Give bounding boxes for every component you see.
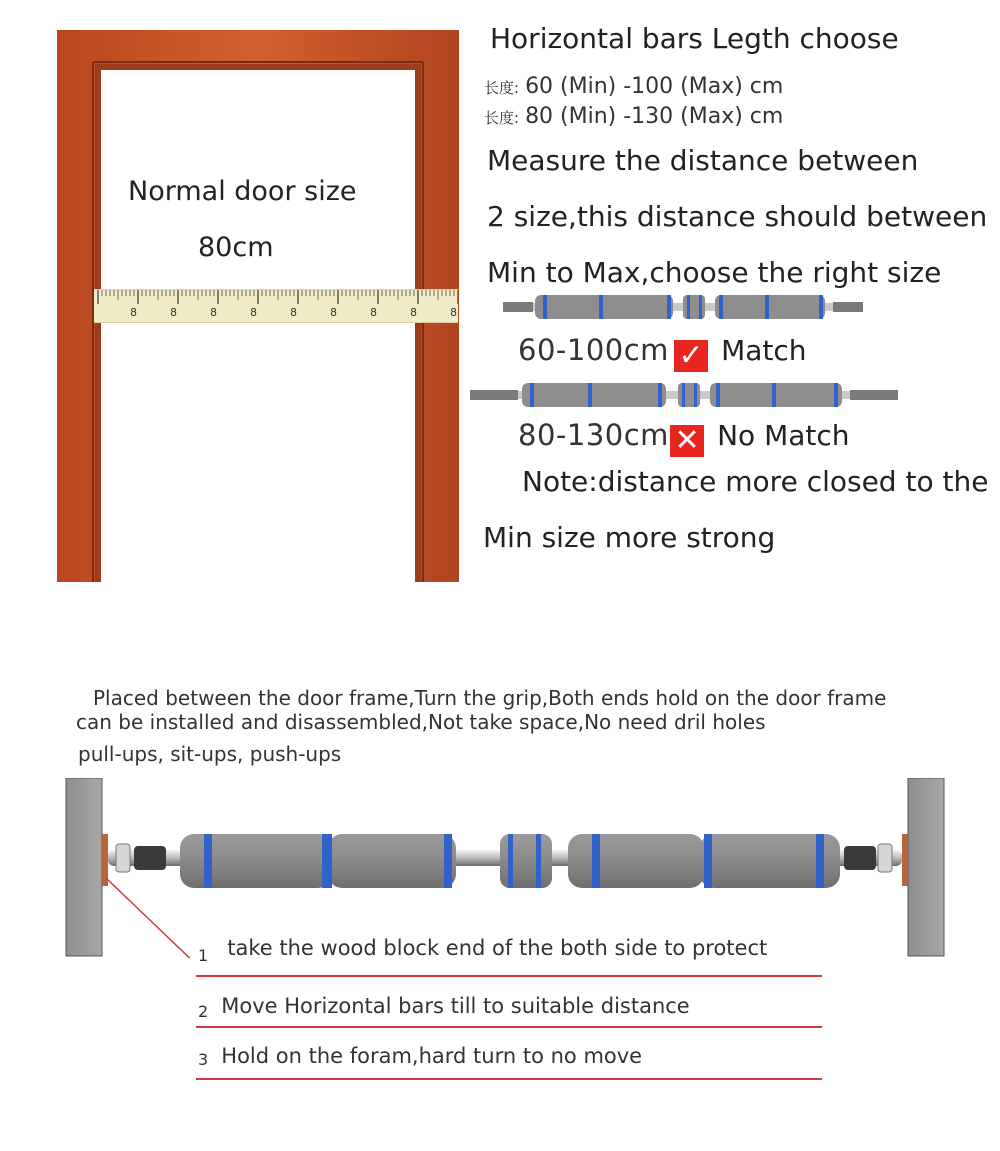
check-icon: ✓ [674, 340, 708, 372]
step-number: 2 [198, 1002, 209, 1021]
spec-text: 80 (Min) -130 (Max) cm [525, 104, 784, 129]
measure-line-2: 2 size,this distance should between [487, 200, 988, 233]
step-3-underline [196, 1078, 822, 1080]
spec-text: 60 (Min) -100 (Max) cm [525, 74, 784, 99]
note-line-1: Note:distance more closed to the [522, 465, 989, 498]
option-nomatch-row [518, 418, 850, 457]
option-match-row [518, 333, 807, 372]
tape-number: 8 [250, 306, 257, 319]
length-title: Horizontal bars Legth choose [490, 22, 899, 55]
step-text: Hold on the foram,hard turn to no move [221, 1044, 643, 1068]
tape-number: 8 [290, 306, 297, 319]
tape-measure [94, 289, 458, 323]
option-range: 60-100cm [518, 333, 669, 367]
tape-ticks [94, 290, 458, 322]
option-result: No Match [717, 419, 850, 452]
spec-line-1 [484, 74, 783, 99]
step-text: Move Horizontal bars till to suitable distance [221, 994, 690, 1018]
step-1 [198, 936, 768, 965]
step-2-underline [196, 1026, 822, 1028]
step-number: 3 [198, 1050, 209, 1069]
bar-image-long [470, 380, 898, 414]
tape-number: 8 [370, 306, 377, 319]
spec-prefix: 长度: [484, 109, 520, 127]
door-size-label: Normal door size [128, 176, 357, 207]
tape-number: 8 [210, 306, 217, 319]
install-line-2: can be installed and disassembled,Not take space,No need dril holes [76, 710, 766, 734]
step-text: take the wood block end of the both side to protect [227, 936, 768, 960]
door-size-value: 80cm [198, 232, 274, 263]
option-result: Match [721, 334, 807, 367]
tape-number: 8 [330, 306, 337, 319]
step-1-underline [196, 975, 822, 977]
spec-prefix: 长度: [484, 79, 520, 97]
installed-bar-illustration [60, 778, 950, 958]
install-line-3: pull-ups, sit-ups, push-ups [78, 742, 342, 766]
measure-line-1: Measure the distance between [487, 144, 919, 177]
tape-number: 8 [410, 306, 417, 319]
step-2 [198, 994, 690, 1021]
tape-number: 8 [450, 306, 457, 319]
bar-image-short [503, 292, 863, 326]
tape-number: 8 [130, 306, 137, 319]
option-range: 80-130cm [518, 418, 669, 452]
measure-line-3: Min to Max,choose the right size [487, 256, 942, 289]
note-line-2: Min size more strong [483, 521, 776, 554]
spec-line-2 [484, 104, 783, 129]
cross-icon: ✕ [670, 425, 704, 457]
tape-number: 8 [170, 306, 177, 319]
install-line-1: Placed between the door frame,Turn the grip,Both ends hold on the door frame [93, 686, 887, 710]
step-number: 1 [198, 946, 209, 965]
step-3 [198, 1044, 642, 1068]
